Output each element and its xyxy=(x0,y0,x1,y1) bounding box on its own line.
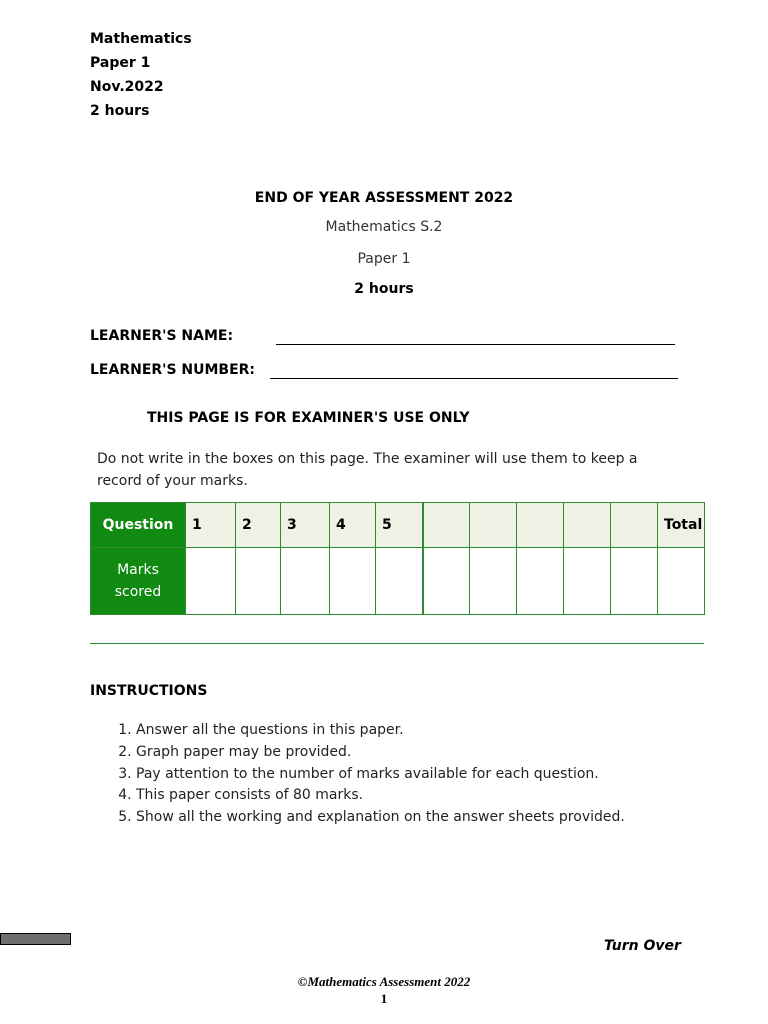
learner-name-line[interactable] xyxy=(276,344,675,345)
marks-cell-total[interactable] xyxy=(658,548,705,615)
question-col-7 xyxy=(470,503,517,548)
question-col-9 xyxy=(564,503,611,548)
examiner-note: Do not write in the boxes on this page. The examiner will use them to keep a record of your marks. xyxy=(97,451,638,489)
course-name: Mathematics S.2 xyxy=(325,219,443,235)
paper-number: Paper 1 xyxy=(357,251,411,267)
header-subject: Mathematics xyxy=(90,31,192,47)
question-col-8 xyxy=(517,503,564,548)
question-col-1: 1 xyxy=(186,503,236,548)
marks-cell-5[interactable] xyxy=(376,548,423,615)
instruction-item: 5. Show all the working and explanation on the answer sheets provided. xyxy=(136,807,736,829)
instruction-item: 3. Pay attention to the number of marks available for each question. xyxy=(136,764,736,786)
instruction-item: 1. Answer all the questions in this paper. xyxy=(136,720,736,742)
instruction-item: 4. This paper consists of 80 marks. xyxy=(136,785,736,807)
marks-cell-4[interactable] xyxy=(330,548,376,615)
instructions-heading: INSTRUCTIONS xyxy=(90,683,208,699)
examiner-heading: THIS PAGE IS FOR EXAMINER'S USE ONLY xyxy=(147,410,470,426)
marks-cell-8[interactable] xyxy=(517,548,564,615)
question-col-10 xyxy=(611,503,658,548)
instruction-item: 2. Graph paper may be provided. xyxy=(136,742,736,764)
marks-table xyxy=(90,502,705,615)
question-row xyxy=(91,503,705,548)
header-duration: 2 hours xyxy=(90,103,150,119)
marks-cell-3[interactable] xyxy=(281,548,330,615)
header-paper: Paper 1 xyxy=(90,55,151,71)
question-col-4: 4 xyxy=(330,503,376,548)
header-date: Nov.2022 xyxy=(90,79,164,95)
marks-cell-2[interactable] xyxy=(236,548,281,615)
marks-scored-label: Marks scored xyxy=(91,548,186,615)
question-col-2: 2 xyxy=(236,503,281,548)
page-number: 1 xyxy=(380,991,388,1006)
question-col-total: Total xyxy=(658,503,705,548)
instructions-list xyxy=(90,720,736,829)
marks-row xyxy=(91,548,705,615)
marks-cell-10[interactable] xyxy=(611,548,658,615)
copyright-line: ©Mathematics Assessment 2022 xyxy=(297,974,471,989)
section-divider xyxy=(90,643,704,644)
turn-over-note: Turn Over xyxy=(604,938,681,954)
marks-cell-9[interactable] xyxy=(564,548,611,615)
question-col-5: 5 xyxy=(376,503,423,548)
page-edge-bar xyxy=(0,933,71,945)
question-col-3: 3 xyxy=(281,503,330,548)
assessment-title: END OF YEAR ASSESSMENT 2022 xyxy=(254,190,514,206)
marks-cell-1[interactable] xyxy=(186,548,236,615)
marks-cell-7[interactable] xyxy=(470,548,517,615)
paper-duration: 2 hours xyxy=(354,281,414,297)
question-col-6 xyxy=(423,503,470,548)
marks-cell-6[interactable] xyxy=(423,548,470,615)
learner-number-label: LEARNER'S NUMBER: xyxy=(90,362,256,378)
learner-name-label: LEARNER'S NAME: xyxy=(90,328,234,344)
question-label: Question xyxy=(91,503,186,548)
learner-number-line[interactable] xyxy=(270,378,678,379)
